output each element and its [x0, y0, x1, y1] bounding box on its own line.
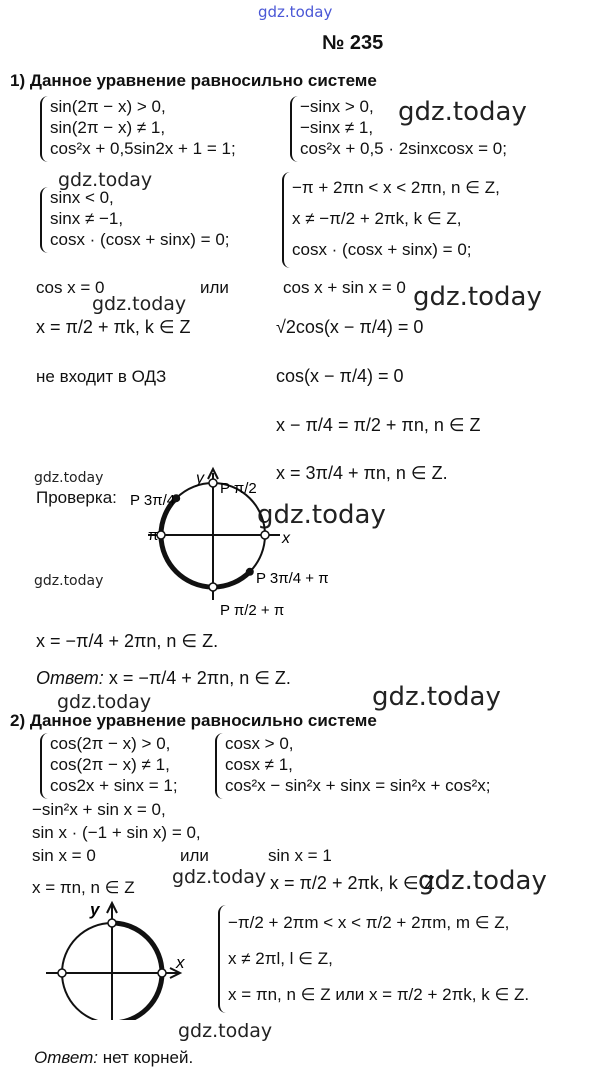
label-pi: π: [148, 527, 159, 544]
or-word: или: [180, 846, 209, 865]
case-left: sin x = 0: [32, 846, 96, 865]
part1-heading: 1) Данное уравнение равносильно системе: [10, 71, 377, 90]
part1-result: x = −π/4 + 2πn, n ∈ Z.: [36, 631, 219, 651]
part1-answer-row: [36, 667, 291, 689]
system-line: cos²x + 0,5sin2x + 1 = 1;: [50, 139, 236, 158]
left-solution: x = π/2 + πk, k ∈ Z: [36, 317, 191, 337]
unit-circle-diagram-2: [40, 895, 200, 1020]
part2-heading: 2) Данное уравнение равносильно системе: [10, 711, 377, 730]
answer-label: Ответ:: [36, 668, 104, 688]
answer-value: x = −π/4 + 2πn, n ∈ Z.: [108, 668, 291, 688]
watermark: gdz.today: [172, 866, 267, 888]
watermark-top: gdz.today: [258, 3, 333, 21]
system-line: x ≠ 2πl, l ∈ Z,: [228, 949, 333, 968]
system-line: sin(2π − x) ≠ 1,: [50, 118, 166, 137]
part2-system-b: [215, 733, 490, 799]
point-half-pi-plus-pi: [209, 583, 217, 591]
system-line: x = πn, n ∈ Z или x = π/2 + 2πk, k ∈ Z.: [228, 985, 530, 1004]
label-p-3pi4: P 3π/4: [130, 492, 176, 509]
part2-system-final: [218, 905, 529, 1013]
highlighted-arc: [112, 923, 162, 1020]
point-half-pi: [108, 919, 116, 927]
watermark: gdz.today: [92, 293, 187, 315]
point-zero: [158, 969, 166, 977]
label-p-half-pi: P π/2: [220, 480, 257, 497]
right-step-3: x − π/4 = π/2 + πn, n ∈ Z: [276, 415, 481, 435]
part2-system-a: [40, 733, 178, 799]
system-line: −sinx ≠ 1,: [300, 118, 374, 137]
system-line: cosx · (cosx + sinx) = 0;: [292, 240, 472, 259]
system-line: cos(2π − x) ≠ 1,: [50, 755, 170, 774]
part2-answer-row: [34, 1047, 193, 1069]
task-number: № 235: [322, 32, 384, 54]
system-line: x ≠ −π/2 + 2πk, k ∈ Z,: [292, 209, 462, 228]
watermark: gdz.today: [418, 866, 547, 896]
system-line: sinx ≠ −1,: [50, 209, 124, 228]
axis-label-y: y: [196, 470, 204, 487]
watermark: gdz.today: [178, 1020, 273, 1042]
right-step-4: x = 3π/4 + πn, n ∈ Z.: [276, 463, 448, 483]
system-line: sinx < 0,: [50, 188, 114, 207]
point-half-pi: [209, 479, 217, 487]
watermark: gdz.today: [413, 282, 542, 312]
label-p-half-pi-pi: P π/2 + π: [220, 602, 285, 619]
watermark: gdz.today: [398, 97, 527, 127]
check-label: Проверка:: [36, 488, 117, 507]
part1-system-b: [290, 96, 507, 162]
right-step-1: √2cos(x − π/4) = 0: [276, 317, 424, 337]
not-in-odz: не входит в ОДЗ: [36, 367, 167, 386]
watermark: gdz.today: [372, 682, 501, 712]
or-word: или: [200, 278, 229, 297]
axis-label-x: x: [282, 530, 290, 547]
axis-label-y: y: [90, 900, 100, 919]
case-right: sin x = 1: [268, 846, 332, 865]
right-solution: x = π/2 + 2πk, k ∈ Z: [270, 873, 435, 893]
point-zero: [261, 531, 269, 539]
part1-system-d: [282, 172, 500, 268]
label-p-3pi4-pi: P 3π/4 + π: [256, 570, 329, 587]
watermark: gdz.today: [58, 169, 153, 191]
point-pi: [58, 969, 66, 977]
system-line: cos²x + 0,5 · 2sinxcosx = 0;: [300, 139, 507, 158]
system-line: −π/2 + 2πm < x < π/2 + 2πm, m ∈ Z,: [228, 913, 510, 932]
watermark: gdz.today: [57, 691, 152, 713]
system-line: cos2x + sinx = 1;: [50, 776, 178, 795]
system-line: sin(2π − x) > 0,: [50, 97, 166, 116]
answer-value: нет корней.: [102, 1048, 194, 1067]
system-line: cos(2π − x) > 0,: [50, 734, 171, 753]
case-left: cos x = 0: [36, 278, 105, 297]
watermark: gdz.today: [257, 500, 386, 530]
right-step-2: cos(x − π/4) = 0: [276, 366, 404, 386]
highlighted-arc: [161, 498, 250, 587]
left-solution: x = πn, n ∈ Z: [32, 878, 135, 897]
part2-line-2: sin x · (−1 + sin x) = 0,: [32, 823, 201, 842]
system-line: −π + 2πn < x < 2πn, n ∈ Z,: [292, 178, 500, 197]
system-line: cosx > 0,: [225, 734, 294, 753]
case-right: cos x + sin x = 0: [283, 278, 406, 297]
system-line: cosx ≠ 1,: [225, 755, 293, 774]
part1-system-a: [40, 96, 236, 162]
point-3pi4-plus-pi: [246, 568, 254, 576]
answer-label: Ответ:: [34, 1048, 99, 1067]
axis-label-x: x: [176, 953, 185, 972]
system-line: cos²x − sin²x + sinx = sin²x + cos²x;: [225, 776, 491, 795]
part1-system-c: [40, 187, 230, 253]
part2-line-1: −sin²x + sin x = 0,: [32, 800, 166, 819]
unit-circle-diagram: [120, 465, 360, 640]
watermark: gdz.today: [34, 470, 104, 486]
system-line: cosx · (cosx + sinx) = 0;: [50, 230, 230, 249]
system-line: −sinx > 0,: [300, 97, 374, 116]
watermark: gdz.today: [34, 573, 104, 589]
